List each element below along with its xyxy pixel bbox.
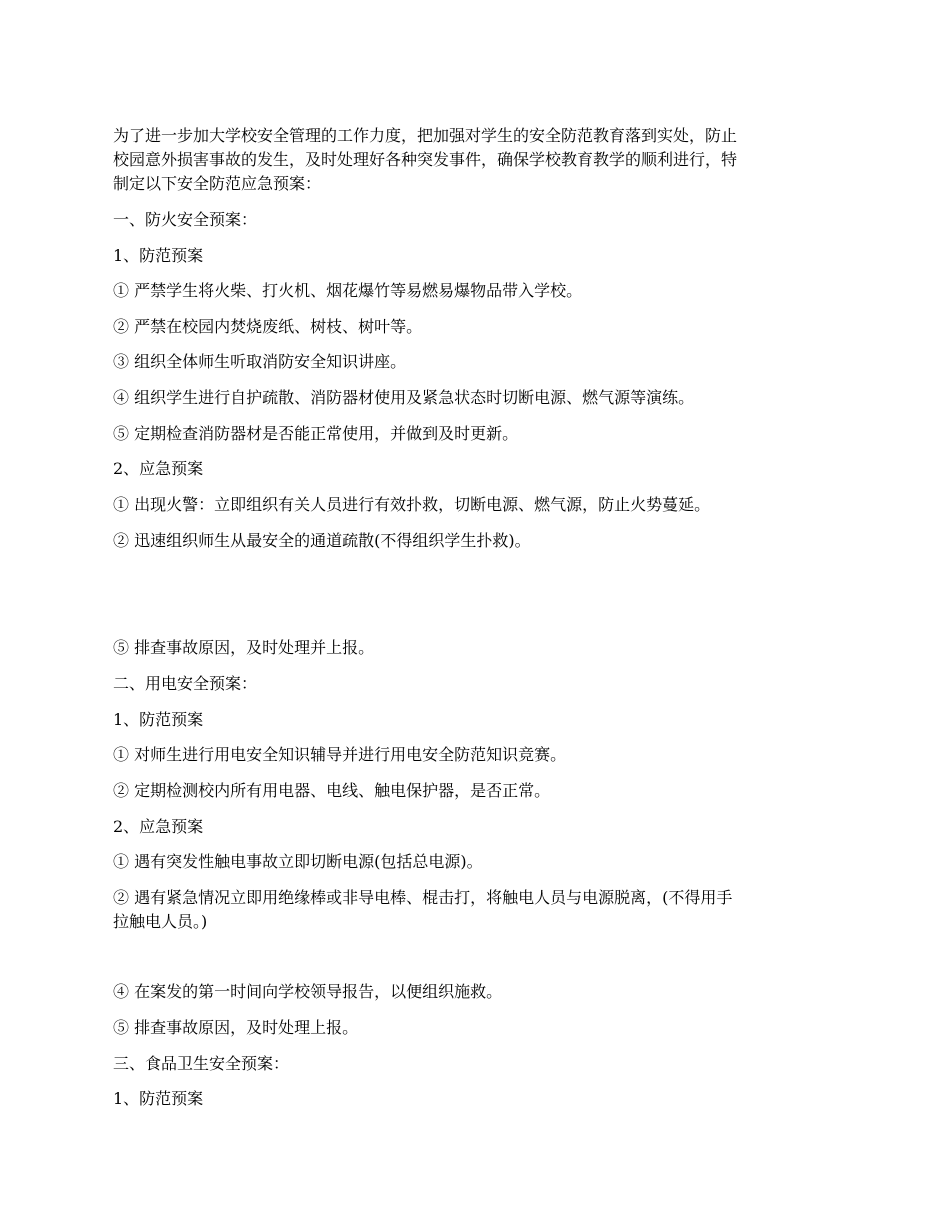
electric-emergency-item-1: ① 遇有突发性触电事故立即切断电源(包括总电源)。 <box>113 852 483 871</box>
electric-prevention-item-1: ① 对师生进行用电安全知识辅导并进行用电安全防范知识竞赛。 <box>113 745 567 764</box>
electric-emergency-item-2-line-2: 拉触电人员。) <box>113 912 208 931</box>
intro-line-3: 制定以下安全防范应急预案： <box>113 174 322 193</box>
electric-emergency-item-5: ⑤ 排查事故原因，及时处理上报。 <box>113 1018 359 1037</box>
fire-emergency-title: 2、应急预案 <box>113 459 204 478</box>
fire-emergency-item-2: ② 迅速组织师生从最安全的通道疏散(不得组织学生扑救)。 <box>113 531 531 550</box>
fire-prevention-item-1: ① 严禁学生将火柴、打火机、烟花爆竹等易燃易爆物品带入学校。 <box>113 281 583 300</box>
fire-prevention-item-3: ③ 组织全体师生听取消防安全知识讲座。 <box>113 352 407 371</box>
food-prevention-title: 1、防范预案 <box>113 1089 204 1108</box>
section-electric-title: 二、用电安全预案： <box>113 674 258 693</box>
fire-prevention-item-4: ④ 组织学生进行自护疏散、消防器材使用及紧急状态时切断电源、燃气源等演练。 <box>113 388 695 407</box>
section-food-title: 三、食品卫生安全预案： <box>113 1054 290 1073</box>
section-fire-title: 一、防火安全预案： <box>113 210 258 229</box>
electric-prevention-title: 1、防范预案 <box>113 710 204 729</box>
electric-emergency-title: 2、应急预案 <box>113 817 204 836</box>
electric-emergency-item-4: ④ 在案发的第一时间向学校领导报告，以便组织施救。 <box>113 982 503 1001</box>
fire-emergency-item-1: ① 出现火警：立即组织有关人员进行有效扑救，切断电源、燃气源，防止火势蔓延。 <box>113 495 711 514</box>
intro-line-2: 校园意外损害事故的发生，及时处理好各种突发事件，确保学校教育教学的顺利进行，特 <box>113 150 738 169</box>
fire-prevention-item-2: ② 严禁在校园内焚烧废纸、树枝、树叶等。 <box>113 317 423 336</box>
fire-prevention-title: 1、防范预案 <box>113 246 204 265</box>
fire-emergency-item-5: ⑤ 排查事故原因，及时处理并上报。 <box>113 638 375 657</box>
fire-prevention-item-5: ⑤ 定期检查消防器材是否能正常使用，并做到及时更新。 <box>113 424 519 443</box>
electric-prevention-item-2: ② 定期检测校内所有用电器、电线、触电保护器，是否正常。 <box>113 781 551 800</box>
intro-line-1: 为了进一步加大学校安全管理的工作力度，把加强对学生的安全防范教育落到实处，防止 <box>113 126 738 145</box>
electric-emergency-item-2-line-1: ② 遇有紧急情况立即用绝缘棒或非导电棒、棍击打，将触电人员与电源脱离，(不得用手 <box>113 888 733 907</box>
